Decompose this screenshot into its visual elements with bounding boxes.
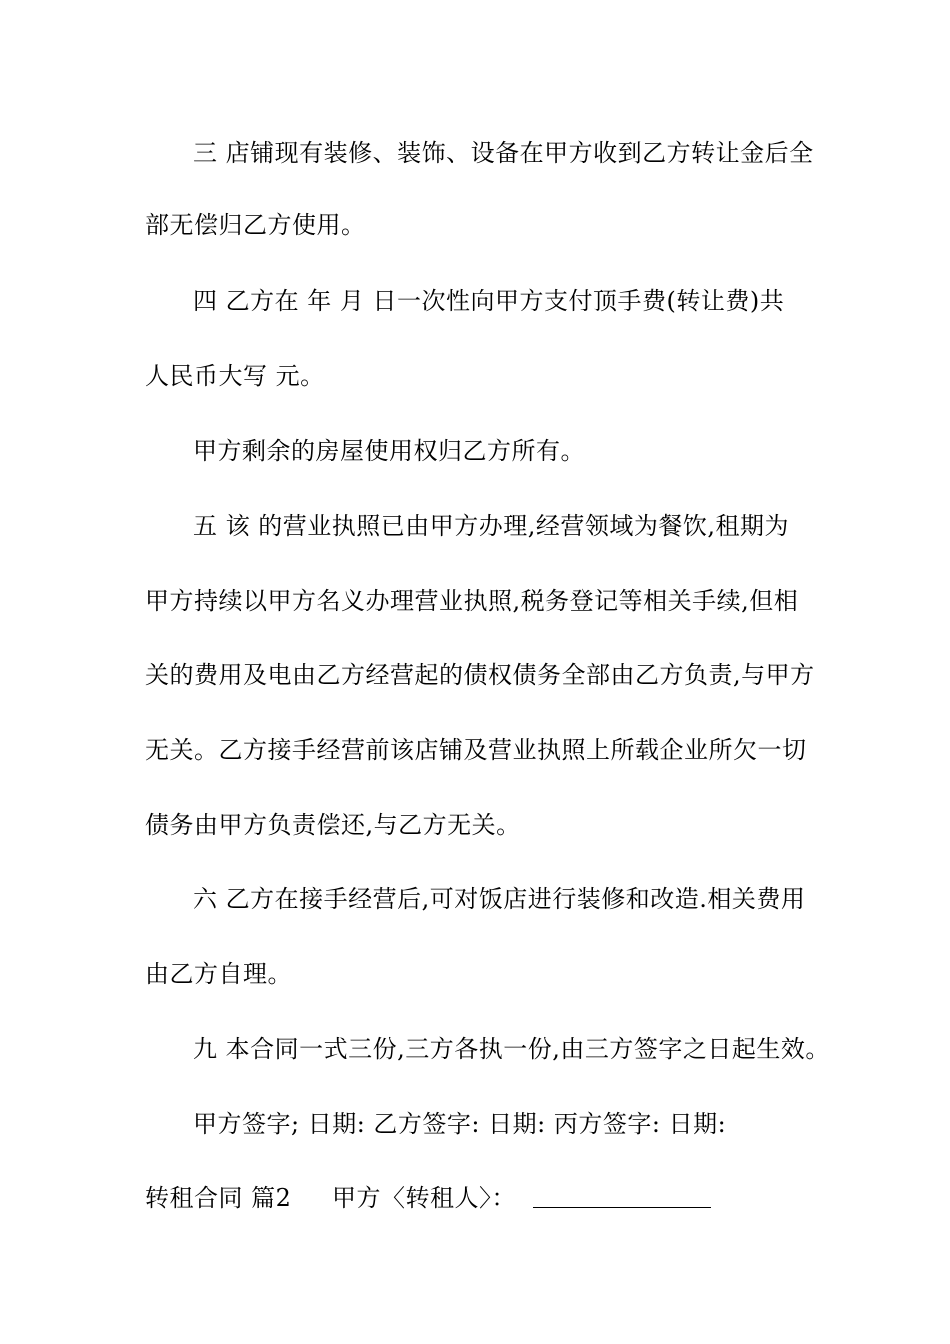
clause-5-line-4: 无关。乙方接手经营前该店铺及营业执照上所载企业所欠一切 (145, 736, 807, 764)
clause-6-line-1: 六 乙方在接手经营后,可对饭店进行装修和改造.相关费用 (193, 885, 806, 913)
clause-4-line-1: 四 乙方在 年 月 日一次性向甲方支付顶手费(转让费)共 (193, 287, 785, 315)
clause-5-line-1: 五 该 的营业执照已由甲方办理,经营领域为餐饮,租期为 (193, 512, 790, 540)
clause-5-line-5: 债务由甲方负责偿还,与乙方无关。 (145, 811, 521, 839)
remaining-use-right-paragraph: 甲方剩余的房屋使用权归乙方所有。 (193, 437, 585, 465)
clause-3-line-2: 部无偿归乙方使用。 (145, 211, 366, 239)
clause-5-line-3: 关的费用及电由乙方经营起的债权债务全部由乙方负责,与甲方 (145, 661, 815, 689)
clause-6-line-2: 由乙方自理。 (145, 960, 292, 988)
clause-5-line-2: 甲方持续以甲方名义办理营业执照,税务登记等相关手续,但相 (145, 587, 799, 615)
sublease-contract-heading: 转租合同 篇2 甲方〈转租人〉： (145, 1184, 517, 1212)
clause-4-line-2: 人民币大写 元。 (145, 362, 325, 390)
signature-line: 甲方签字; 日期: 乙方签字: 日期: 丙方签字: 日期: (193, 1110, 727, 1138)
clause-3-line-1: 三 店铺现有装修、装饰、设备在甲方收到乙方转让金后全 (193, 139, 814, 167)
sublessor-blank-line (533, 1207, 711, 1208)
clause-9-line: 九 本合同一式三份,三方各执一份,由三方签字之日起生效。 (193, 1035, 830, 1063)
